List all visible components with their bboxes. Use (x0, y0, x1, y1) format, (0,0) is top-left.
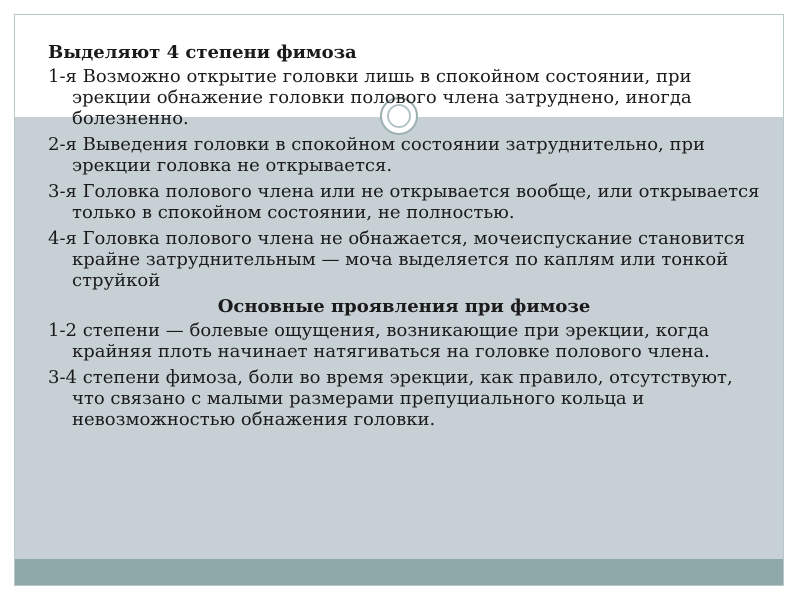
degree-item: 1-я Возможно открытие головки лишь в спокойном состоянии, при эрекции обнажение головки полового члена затруднено, иногда болезненно. (48, 66, 692, 129)
degree-item: 2-я Выведения головки в спокойном состоянии затруднительно, при эрекции головка не открывается. (48, 134, 706, 176)
manifestation-item: 3-4 степени фимоза, боли во время эрекции, как правило, отсутствуют, что связано с малыми размерами препуциального кольца и невозможностью обнажения головки. (48, 367, 733, 430)
slide-heading: Выделяют 4 степени фимоза (48, 42, 357, 63)
manifestation-item: 1-2 степени — болевые ощущения, возникающие при эрекции, когда крайняя плоть начинает натягиваться на головке полового члена. (48, 320, 710, 362)
slide-content (48, 42, 760, 435)
degree-item: 3-я Головка полового члена или не открывается вообще, или открывается только в спокойном состоянии, не полностью. (48, 181, 760, 223)
slide-subheading: Основные проявления при фимозе (217, 296, 591, 317)
footer-band (15, 559, 783, 586)
degree-item: 4-я Головка полового члена не обнажается, мочеиспускание становится крайне затруднительным — моча выделяется по каплям или тонкой струйкой (48, 228, 746, 291)
